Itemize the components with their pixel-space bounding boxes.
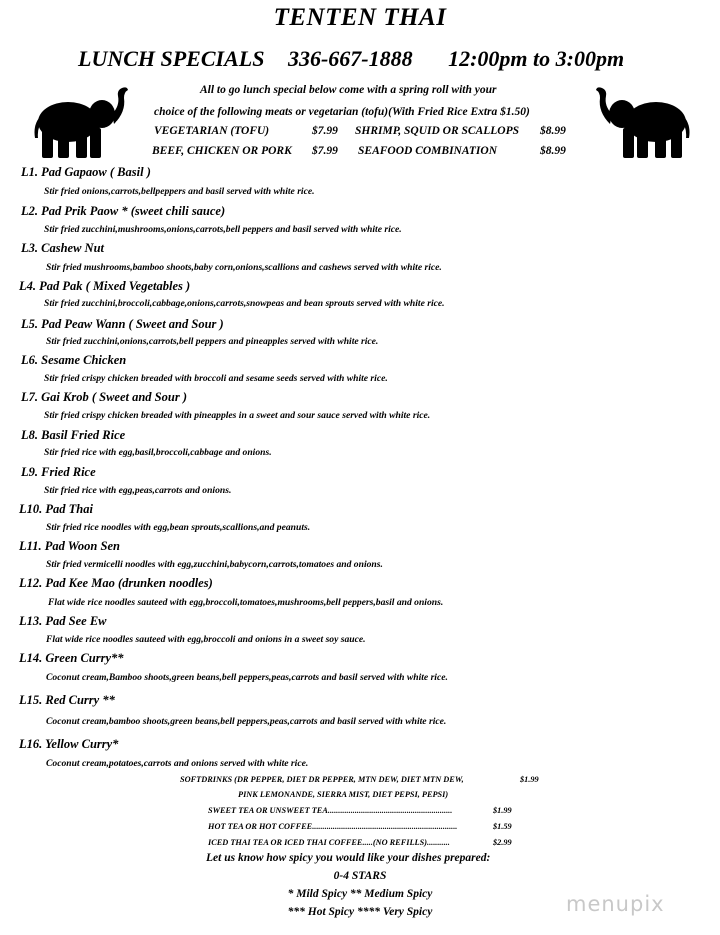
restaurant-title: TENTEN THAI — [273, 4, 447, 31]
menu-item-name: L2. Pad Prik Paow * (sweet chili sauce) — [21, 204, 226, 218]
lunch-specials-heading — [78, 46, 624, 72]
menu-item-name: L1. Pad Gapaow ( Basil ) — [21, 165, 151, 179]
menu-item-desc: Flat wide rice noodles sauteed with egg,broccoli and onions in a sweet soy sauce. — [46, 634, 366, 645]
price-meat-label: BEEF, CHICKEN OR PORK — [152, 145, 292, 157]
menu-item-desc: Coconut cream,bamboo shoots,green beans,bell peppers,peas,carrots and basil served with white rice. — [46, 716, 447, 727]
menu-item-desc: Stir fried zucchini,mushrooms,onions,carrots,bell peppers and basil served with white rice. — [44, 224, 402, 235]
spicy-prompt: Let us know how spicy you would like your dishes prepared: — [206, 852, 491, 864]
menu-item-desc: Flat wide rice noodles sauteed with egg,broccoli,tomatoes,mushrooms,bell peppers,basil and onions. — [48, 597, 444, 608]
menu-item-desc: Stir fried crispy chicken breaded with pineapples in a sweet and sour sauce served with white rice. — [44, 410, 431, 421]
spicy-levels-1: * Mild Spicy ** Medium Spicy — [287, 888, 433, 900]
drink-row-label: SWEET TEA OR UNSWEET TEA............................................................ — [208, 806, 453, 815]
drink-row-label: HOT TEA OR HOT COFFEE...................................................................... — [208, 822, 458, 831]
menu-item-desc: Stir fried onions,carrots,bellpeppers and basil served with white rice. — [44, 186, 315, 197]
softdrinks-price: $1.99 — [520, 775, 539, 784]
menu-item-desc: Stir fried crispy chicken breaded with broccoli and sesame seeds served with white rice. — [44, 373, 388, 384]
menu-item-name: L12. Pad Kee Mao (drunken noodles) — [19, 576, 213, 590]
intro-line-1: All to go lunch special below come with a spring roll with your — [200, 84, 497, 96]
price-shrimp-value: $8.99 — [540, 125, 566, 137]
menu-item-desc: Coconut cream,potatoes,carrots and onions served with white rice. — [46, 758, 309, 769]
menu-item-name: L5. Pad Peaw Wann ( Sweet and Sour ) — [21, 317, 224, 331]
softdrinks-line-1: SOFTDRINKS (DR PEPPER, DIET DR PEPPER, MTN DEW, DIET MTN DEW, — [180, 775, 464, 784]
menu-item-desc: Stir fried rice with egg,basil,broccoli,cabbage and onions. — [44, 447, 272, 458]
menu-item-name: L10. Pad Thai — [19, 502, 93, 516]
price-seafood-label: SEAFOOD COMBINATION — [358, 145, 497, 157]
menu-item-desc: Stir fried vermicelli noodles with egg,zucchini,babycorn,carrots,tomatoes and onions. — [46, 559, 383, 570]
drink-row-price: $2.99 — [493, 838, 512, 847]
menu-item-name: L13. Pad See Ew — [19, 614, 107, 628]
menu-item-desc: Stir fried rice with egg,peas,carrots and onions. — [44, 485, 232, 496]
menu-item-name: L8. Basil Fried Rice — [21, 428, 126, 442]
hours: 12:00pm to 3:00pm — [448, 46, 625, 71]
drink-row-label: ICED THAI TEA OR ICED THAI COFFEE.....(NO REFILLS)........... — [208, 838, 450, 847]
phone-number: 336-667-1888 — [287, 46, 413, 71]
spicy-levels-2: *** Hot Spicy **** Very Spicy — [287, 906, 433, 918]
menu-item-desc: Stir fried mushrooms,bamboo shoots,baby corn,onions,scallions and cashews served with white rice. — [46, 262, 442, 273]
intro-line-2: choice of the following meats or vegetarian (tofu)(With Fried Rice Extra $1.50) — [154, 106, 530, 118]
price-shrimp-label: SHRIMP, SQUID OR SCALLOPS — [355, 125, 520, 137]
menupix-watermark: menupix — [566, 892, 665, 916]
menu-item-name: L3. Cashew Nut — [21, 241, 105, 255]
price-vegetarian-value: $7.99 — [312, 125, 338, 137]
drink-row-price: $1.99 — [493, 806, 512, 815]
menu-item-desc: Stir fried rice noodles with egg,bean sprouts,scallions,and peanuts. — [46, 522, 311, 533]
menu-item-name: L7. Gai Krob ( Sweet and Sour ) — [21, 390, 187, 404]
menu-item-name: L11. Pad Woon Sen — [19, 539, 120, 553]
menu-item-name: L9. Fried Rice — [21, 465, 96, 479]
subtitle-label: LUNCH SPECIALS — [78, 46, 265, 71]
drink-row-price: $1.59 — [493, 822, 512, 831]
menu-item-name: L14. Green Curry** — [19, 651, 124, 665]
menu-item-desc: Stir fried zucchini,broccoli,cabbage,onions,carrots,snowpeas and bean sprouts served with white rice. — [44, 298, 445, 309]
spicy-scale: 0-4 STARS — [333, 870, 387, 882]
menu-item-name: L15. Red Curry ** — [19, 693, 115, 707]
price-meat-value: $7.99 — [312, 145, 338, 157]
softdrinks-line-2: PINK LEMONANDE, SIERRA MIST, DIET PEPSI, PEPSI) — [238, 790, 449, 799]
elephant-left-icon — [32, 84, 132, 160]
elephant-right-icon — [592, 84, 692, 160]
menu-item-name: L6. Sesame Chicken — [21, 353, 127, 367]
price-vegetarian-label: VEGETARIAN (TOFU) — [154, 125, 270, 137]
menu-item-desc: Stir fried zucchini,onions,carrots,bell peppers and pineapples served with white rice. — [46, 336, 379, 347]
menu-item-desc: Coconut cream,Bamboo shoots,green beans,bell peppers,peas,carrots and basil served with white rice. — [46, 672, 448, 683]
menu-item-name: L16. Yellow Curry* — [19, 737, 119, 751]
price-seafood-value: $8.99 — [540, 145, 566, 157]
menu-item-name: L4. Pad Pak ( Mixed Vegetables ) — [19, 279, 191, 293]
